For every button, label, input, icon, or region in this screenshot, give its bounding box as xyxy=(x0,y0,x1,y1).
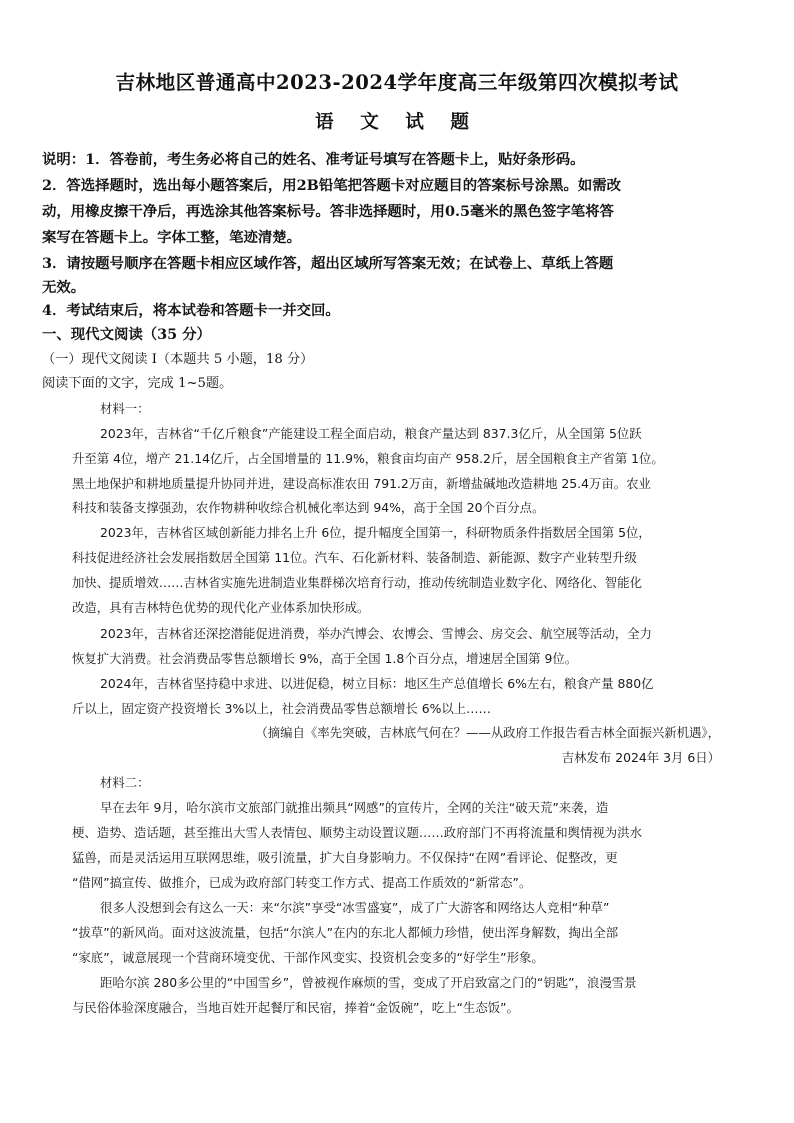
material-line: 改造，具有吉林特色优势的现代化产业体系加快形成。 xyxy=(72,600,370,615)
material-line: “家底”，诚意展现一个营商环境变优、干部作风变实、投资机会变多的“好学生”形象。 xyxy=(72,950,544,965)
section-subheading: （一）现代文阅读 I（本题共 5 小题，18 分） xyxy=(42,352,314,367)
material-line: 很多人没想到会有这么一天：来“尔滨”享受“冰雪盛宴”，成了广大游客和网络达人竞相“种草” xyxy=(100,900,610,915)
instruction-line: 案写在答题卡上。字体工整，笔迹清楚。 xyxy=(42,229,302,246)
instruction-line: 2．答选择题时，选出每小题答案后，用2B铅笔把答题卡对应题目的答案标号涂黑。如需改 xyxy=(42,177,622,194)
material-line: 2023年，吉林省“千亿斤粮食”产能建设工程全面启动，粮食产量达到 837.3亿斤，从全国第 5位跃 xyxy=(100,426,642,441)
material-line: 加快、提质增效……吉林省实施先进制造业集群梯次培育行动，推动传统制造业数字化、网络化、智能化 xyxy=(72,575,642,590)
instruction-line: 说明：1．答卷前，考生务必将自己的姓名、准考证号填写在答题卡上，贴好条形码。 xyxy=(42,151,585,168)
material-label: 材料一： xyxy=(100,401,150,416)
material-line: 距哈尔滨 280多公里的“中国雪乡”，曾被视作麻烦的雪，变成了开启致富之门的“钥匙”，浪漫雪景 xyxy=(100,975,637,990)
reading-prompt: 阅读下面的文字，完成 1~5题。 xyxy=(42,376,233,391)
material-line: 斤以上，固定资产投资增长 3%以上，社会消费品零售总额增长 6%以上…… xyxy=(72,701,491,716)
material-line: 早在去年 9月，哈尔滨市文旅部门就推出频具“网感”的宣传片，全网的关注“破天荒”来袭，造 xyxy=(100,800,609,815)
instruction-line: 无效。 xyxy=(42,279,86,296)
material-line: 科技促进经济社会发展指数居全国第 11位。汽车、石化新材料、装备制造、新能源、数字产业转型升级 xyxy=(72,550,637,565)
material-line: 梗、造势、造话题，甚至推出大雪人表情包、顺势主动设置议题……政府部门不再将流量和舆情视为洪水 xyxy=(72,825,642,840)
material-line: 科技和装备支撑强劲，农作物耕种收综合机械化率达到 94%，高于全国 20个百分点。 xyxy=(72,500,545,515)
material-line: 2023年，吉林省区域创新能力排名上升 6位，提升幅度全国第一，科研物质条件指数居全国第 5位， xyxy=(100,525,651,540)
instruction-line: 3．请按题号顺序在答题卡相应区域作答，超出区域所写答案无效；在试卷上、草纸上答题 xyxy=(42,255,614,272)
material-line: “拔草”的新风尚。面对这波流量，包括“尔滨人”在内的东北人都倾力珍惜，使出浑身解数，掏出全部 xyxy=(72,925,619,940)
exam-subject-title: 语 文 试 题 xyxy=(315,111,479,133)
instruction-line: 动，用橡皮擦干净后，再选涂其他答案标号。答非选择题时，用0.5毫米的黑色签字笔将答 xyxy=(42,203,614,220)
material-line: “借网”搞宣传、做推介，已成为政府部门转变工作方式、提高工作质效的“新常态”。 xyxy=(72,875,532,890)
material-source: （摘编自《率先突破，吉林底气何在？——从政府工作报告看吉林全面振兴新机遇》， xyxy=(255,725,720,740)
material-line: 2024年，吉林省坚持稳中求进、以进促稳，树立目标：地区生产总值增长 6%左右，粮食产量 880亿 xyxy=(100,676,654,691)
instruction-line: 4．考试结束后，将本试卷和答题卡一并交回。 xyxy=(42,302,340,319)
material-label: 材料二： xyxy=(100,775,150,790)
material-line: 2023年，吉林省还深挖潜能促进消费，举办汽博会、农博会、雪博会、房交会、航空展等活动，全力 xyxy=(100,626,652,641)
material-line: 黑土地保护和耕地质量提升协同并进，建设高标准农田 791.2万亩，新增盐碱地改造耕地 25.4万亩。农业 xyxy=(72,476,651,491)
material-source: 吉林发布 2024年 3月 6日） xyxy=(561,750,720,765)
material-line: 猛兽，而是灵活运用互联网思维，吸引流量，扩大自身影响力。不仅保持“在网”看评论、促整改，更 xyxy=(72,850,618,865)
material-line: 与民俗体验深度融合，当地百姓开起餐厅和民宿，捧着“金饭碗”，吃上“生态饭”。 xyxy=(72,1000,519,1015)
exam-title: 吉林地区普通高中2023-2024学年度高三年级第四次模拟考试 xyxy=(115,71,679,94)
section-heading: 一、现代文阅读（35 分） xyxy=(42,326,211,343)
material-line: 升至第 4位，增产 21.14亿斤，占全国增量的 11.9%，粮食亩均亩产 958.2斤，居全国粮食主产省第 1位。 xyxy=(72,451,664,466)
material-line: 恢复扩大消费。社会消费品零售总额增长 9%，高于全国 1.8个百分点，增速居全国第 9位。 xyxy=(72,651,578,666)
